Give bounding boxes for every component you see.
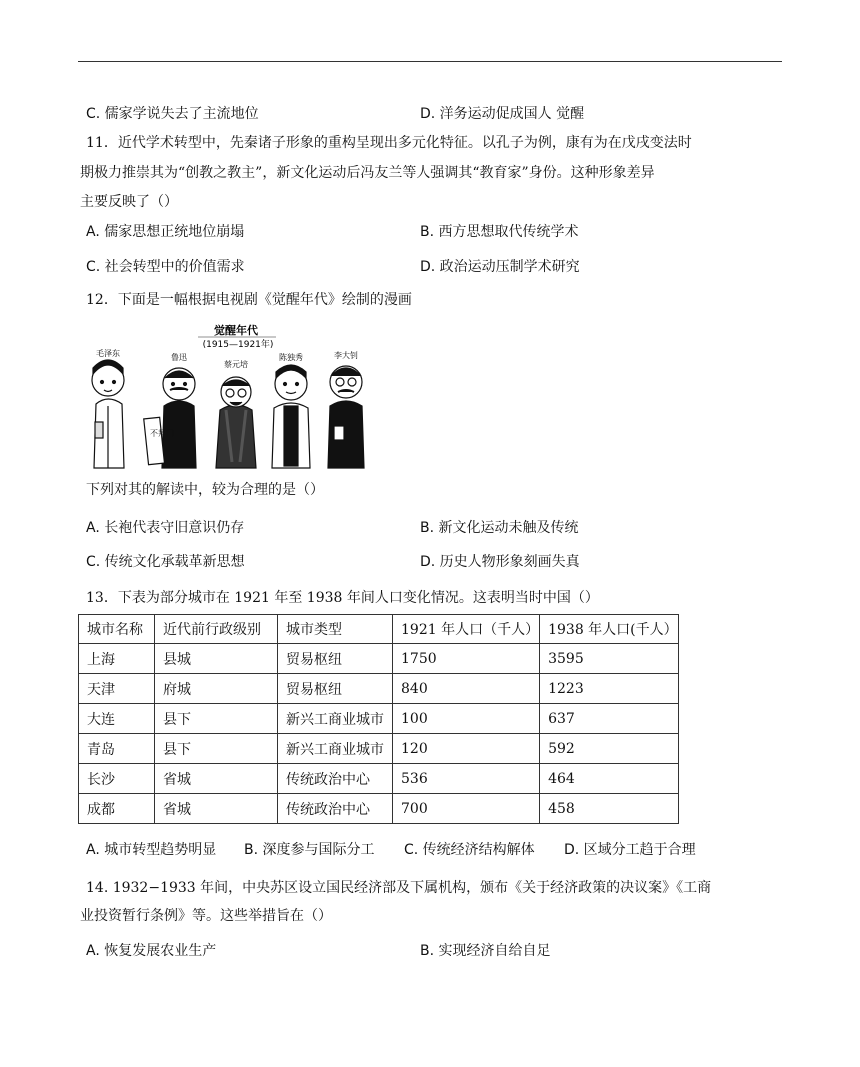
q12-option-b: B. 新文化运动未触及传统 [420,520,579,536]
cartoon-figure-2 [144,368,196,468]
table-cell: 新兴工商业城市 [278,704,393,734]
table-row [79,704,679,734]
cartoon-label-li: 李大钊 [334,351,358,360]
q11-stem-line-3: 主要反映了（） [80,194,178,210]
q13-option-d: D. 区域分工趋于合理 [564,842,696,858]
q14-stem-line-2: 业投资暂行条例》等。这些举措旨在（） [80,908,332,924]
q11-stem-line-1: 11．近代学术转型中，先秦诸子形象的重构呈现出多元化特征。以孔子为例，康有为在戊戌变法时 [86,135,692,151]
cartoon-title: 觉醒年代 [214,324,258,337]
table-cell: 1750 [393,644,540,674]
table-cell: 上海 [79,644,155,674]
q12-option-d: D. 历史人物形象刻画失真 [420,554,580,570]
table-cell: 青岛 [79,734,155,764]
table-header-cell: 城市类型 [278,615,393,644]
table-cell: 省城 [155,794,278,824]
table-cell: 县下 [155,704,278,734]
table-cell: 省城 [155,764,278,794]
header-rule [78,61,782,62]
table-cell: 县城 [155,644,278,674]
q10-option-c: C. 儒家学说失去了主流地位 [86,106,259,122]
q13-option-a: A. 城市转型趋势明显 [86,842,217,858]
table-cell: 新兴工商业城市 [278,734,393,764]
q14-option-b: B. 实现经济自给自足 [420,943,551,959]
table-header-cell: 城市名称 [79,615,155,644]
table-row [79,794,679,824]
table-header-cell: 1921 年人口（千人） [393,615,540,644]
cartoon-label-chen: 陈独秀 [279,353,303,362]
table-cell: 840 [393,674,540,704]
table-cell: 府城 [155,674,278,704]
table-row [79,764,679,794]
q13-option-c: C. 传统经济结构解体 [404,842,535,858]
table-cell: 592 [540,734,679,764]
table-cell: 传统政治中心 [278,794,393,824]
table-cell: 传统政治中心 [278,764,393,794]
table-cell: 成都 [79,794,155,824]
cartoon-figure-4 [272,365,310,468]
cartoon-figure-3 [216,377,256,468]
q12-stem: 12．下面是一幅根据电视剧《觉醒年代》绘制的漫画 [86,292,412,308]
q11-option-a: A. 儒家思想正统地位崩塌 [86,224,245,240]
cartoon-label-mao: 毛泽东 [96,349,120,358]
cartoon-years: (1915—1921年) [202,340,274,350]
table-cell: 贸易枢纽 [278,644,393,674]
cartoon-sign: 不拜门 [150,429,174,438]
table-cell: 长沙 [79,764,155,794]
cartoon-figure-5 [328,366,364,468]
table-cell: 县下 [155,734,278,764]
q11-option-b: B. 西方思想取代传统学术 [420,224,579,240]
q12-option-c: C. 传统文化承载革新思想 [86,554,245,570]
q12-option-a: A. 长袍代表守旧意识仍存 [86,520,245,536]
q10-option-d: D. 洋务运动促成国人 觉醒 [420,106,585,122]
table-cell: 天津 [79,674,155,704]
table-cell: 700 [393,794,540,824]
table-cell: 100 [393,704,540,734]
table-row [79,734,679,764]
table-row [79,674,679,704]
q14-stem-line-1: 14. 1932−1933 年间，中央苏区设立国民经济部及下属机构，颁布《关于经济政策的决议案》《工商 [86,880,712,896]
q14-option-a: A. 恢复发展农业生产 [86,943,217,959]
population-table [78,614,679,824]
table-cell: 458 [540,794,679,824]
cartoon-label-luxun: 鲁迅 [171,353,187,362]
table-cell: 464 [540,764,679,794]
q11-option-d: D. 政治运动压制学术研究 [420,259,580,275]
q13-stem: 13．下表为部分城市在 1921 年至 1938 年间人口变化情况。这表明当时中国（） [86,590,599,606]
q13-option-b: B. 深度参与国际分工 [244,842,375,858]
awakening-age-cartoon [86,322,376,472]
q11-stem-line-2: 期极力推崇其为“创教之教主”，新文化运动后冯友兰等人强调其“教育家”身份。这种形象差异 [80,165,655,181]
table-cell: 1223 [540,674,679,704]
table-cell: 536 [393,764,540,794]
q11-option-c: C. 社会转型中的价值需求 [86,259,245,275]
table-cell: 3595 [540,644,679,674]
table-cell: 637 [540,704,679,734]
table-header-cell: 近代前行政级别 [155,615,278,644]
table-cell: 贸易枢纽 [278,674,393,704]
table-row [79,644,679,674]
table-cell: 120 [393,734,540,764]
q12-prompt: 下列对其的解读中，较为合理的是（） [86,482,324,498]
cartoon-figure-1 [92,360,124,468]
table-header-row [79,615,679,644]
table-cell: 大连 [79,704,155,734]
cartoon-label-cai: 蔡元培 [224,360,248,369]
table-header-cell: 1938 年人口(千人） [540,615,679,644]
